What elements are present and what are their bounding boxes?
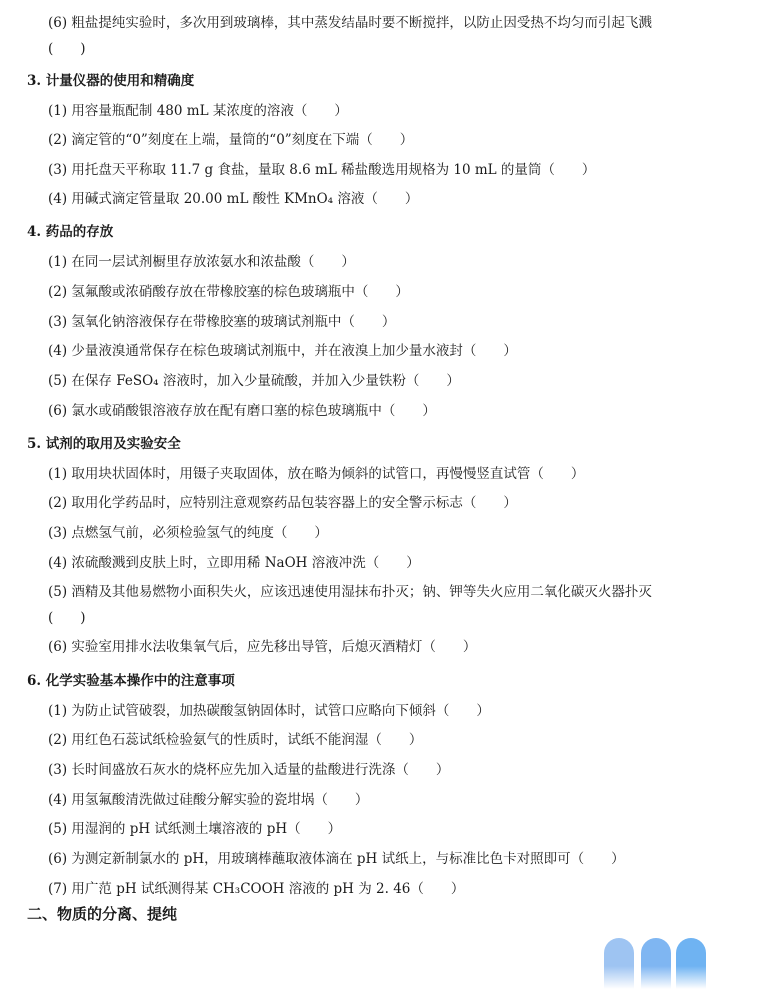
question-item: (4) 用碱式滴定管量取 20.00 mL 酸性 KMnO₄ 溶液（ ）: [48, 191, 419, 207]
decorative-bar-1: [604, 938, 634, 989]
section-heading: 6. 化学实验基本操作中的注意事项: [27, 673, 235, 689]
question-item: (6) 粗盐提纯实验时，多次用到玻璃棒，其中蒸发结晶时要不断搅拌，以防止因受热不均匀而引起飞溅: [48, 15, 652, 31]
question-item: (4) 少量液溴通常保存在棕色玻璃试剂瓶中，并在液溴上加少量水液封（ ）: [48, 343, 517, 359]
question-item: (1) 为防止试管破裂，加热碳酸氢钠固体时，试管口应略向下倾斜（ ）: [48, 703, 490, 719]
question-item: (6) 实验室用排水法收集氧气后，应先移出导管，后熄灭酒精灯（ ）: [48, 639, 477, 655]
question-item: (5) 酒精及其他易燃物小面积失火，应该迅速使用湿抹布扑灭；钠、钾等失火应用二氧化碳灭火器扑灭: [48, 584, 652, 600]
question-item: (5) 在保存 FeSO₄ 溶液时，加入少量硫酸，并加入少量铁粉（ ）: [48, 373, 460, 389]
question-item: (7) 用广范 pH 试纸测得某 CH₃COOH 溶液的 pH 为 2. 46（ ）: [48, 881, 465, 897]
question-continuation: ( ): [48, 610, 86, 626]
question-item: (2) 取用化学药品时，应特别注意观察药品包装容器上的安全警示标志（ ）: [48, 495, 517, 511]
section-heading: 5. 试剂的取用及实验安全: [27, 436, 181, 452]
question-item: (3) 点燃氢气前，必须检验氢气的纯度（ ）: [48, 525, 328, 541]
question-item: (5) 用湿润的 pH 试纸测土壤溶液的 pH（ ）: [48, 821, 342, 837]
section-heading: 4. 药品的存放: [27, 224, 114, 240]
question-item: (2) 用红色石蕊试纸检验氨气的性质时，试纸不能润湿（ ）: [48, 732, 423, 748]
question-item: (4) 用氢氟酸清洗做过硅酸分解实验的瓷坩埚（ ）: [48, 792, 369, 808]
part-heading: 二、物质的分离、提纯: [27, 905, 178, 923]
question-item: (4) 浓硫酸溅到皮肤上时，立即用稀 NaOH 溶液冲洗（ ）: [48, 555, 420, 571]
question-item: (2) 滴定管的“0”刻度在上端，量筒的“0”刻度在下端（ ）: [48, 132, 414, 148]
question-item: (1) 取用块状固体时，用镊子夹取固体，放在略为倾斜的试管口，再慢慢竖直试管（ ）: [48, 466, 585, 482]
section-heading: 3. 计量仪器的使用和精确度: [27, 73, 195, 89]
decorative-bar-2: [641, 938, 671, 989]
decorative-bar-3: [676, 938, 706, 989]
question-item: (3) 用托盘天平称取 11.7 g 食盐，量取 8.6 mL 稀盐酸选用规格为 10 mL 的量筒（ ）: [48, 162, 596, 178]
question-item: (2) 氢氟酸或浓硝酸存放在带橡胶塞的棕色玻璃瓶中（ ）: [48, 284, 409, 300]
question-item: (3) 氢氧化钠溶液保存在带橡胶塞的玻璃试剂瓶中（ ）: [48, 314, 396, 330]
question-item: (3) 长时间盛放石灰水的烧杯应先加入适量的盐酸进行洗涤（ ）: [48, 762, 450, 778]
question-item: (6) 氯水或硝酸银溶液存放在配有磨口塞的棕色玻璃瓶中（ ）: [48, 403, 436, 419]
question-item: (6) 为测定新制氯水的 pH，用玻璃棒蘸取液体滴在 pH 试纸上，与标准比色卡对照即可（ ）: [48, 851, 625, 867]
question-continuation: ( ): [48, 41, 86, 57]
question-item: (1) 用容量瓶配制 480 mL 某浓度的溶液（ ）: [48, 103, 348, 119]
question-item: (1) 在同一层试剂橱里存放浓氨水和浓盐酸（ ）: [48, 254, 355, 270]
